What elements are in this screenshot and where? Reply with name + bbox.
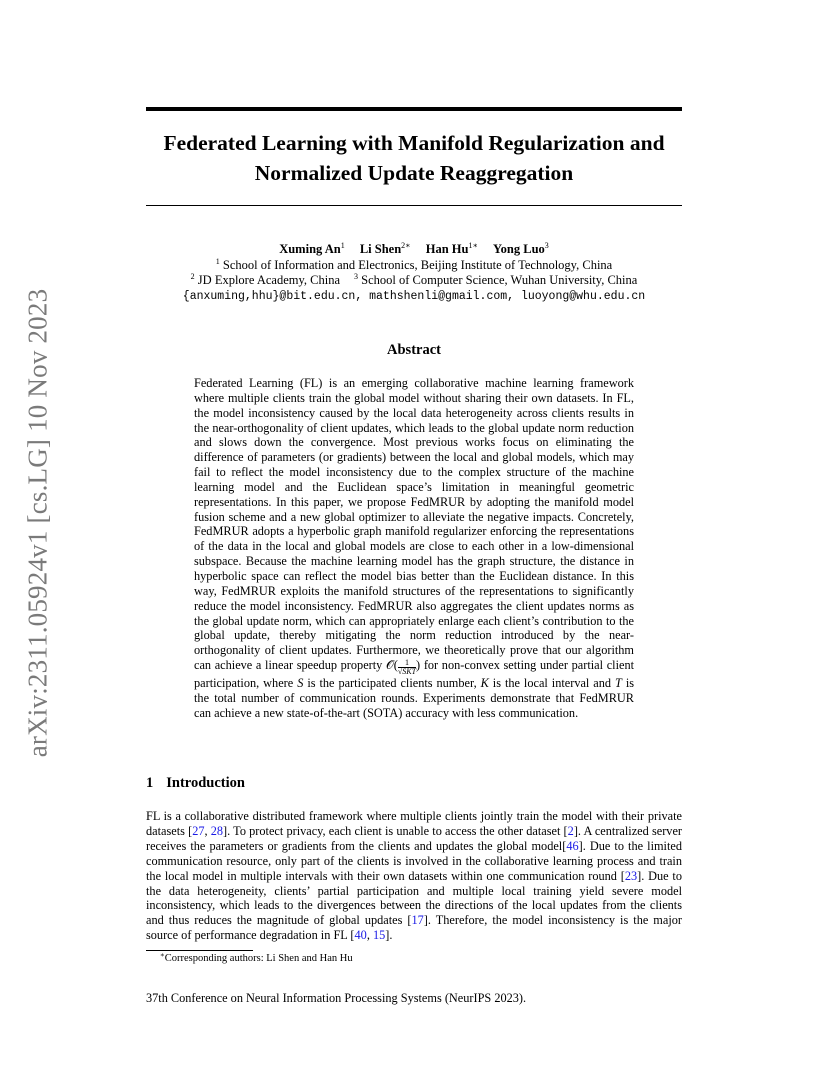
citation-link[interactable]: 27 (192, 823, 205, 838)
title-line-1: Federated Learning with Manifold Regularization and (163, 131, 665, 155)
paper-title (146, 128, 682, 188)
affiliation-2-3: $^2$ JD Explore Academy, China $^3$ School of Computer Science, Wuhan University, China (190, 272, 638, 287)
citation-link[interactable]: 40 (354, 928, 367, 943)
citation-link[interactable]: 2 (567, 823, 574, 838)
affiliation-1: $^1$ School of Information and Electronics, Beijing Institute of Technology, China (215, 256, 613, 272)
citation-link[interactable]: 17 (411, 913, 424, 928)
title-rule-bottom (146, 205, 682, 206)
author: Han $Hu^{1∗}$ (425, 241, 478, 256)
introduction-heading: 1 Introduction (146, 775, 245, 791)
citation-link[interactable]: 28 (210, 823, 224, 838)
title-line-2: Normalized Update Reaggregation (254, 161, 574, 185)
author-names (146, 242, 682, 258)
author: Li Shen$^{2∗}$ (359, 241, 411, 256)
author: Yong Luo$^3$ (493, 241, 549, 256)
citation-link[interactable]: 23 (624, 868, 638, 883)
speedup-formula: 𝒪( $\frac{1}{\text{√SKT}}$ ) (386, 658, 421, 677)
author: Xuming An$^1$ (279, 241, 345, 256)
citation-link[interactable]: 46 (566, 838, 579, 853)
arxiv-sidebar (8, 283, 68, 763)
venue-line: 37th Conference on Neural Information Processing Systems (NeurIPS 2023). (146, 991, 527, 1005)
footnote: ∗Corresponding authors: Li Shen and Han Hu (160, 951, 353, 964)
abstract-text: Federated Learning (FL) is an emerging collaborative machine learning framework where multiple clients train the global model without sharing their own datasets. In FL, the model inconsistency caused by the local data heterogeneity across clients results in the near-orthogonality of client updates, which leads to the global update norm reduction and slows down the convergence. Most previous works focus on eliminating the difference of parameters (or gradients) between the local and global models, which may fail to reflect the model inconsistency due to the complex structure of the machine learning model and the Euclidean space’s limitation in meaningful geometric representations. In this paper, we propose FedMRUR by adopting the manifold model fusion scheme and a new global optimizer to alleviate the negative impacts. Concretely, FedMRUR adopts a hyperbolic graph manifold regularizer enforcing the representations of the data in the local and global models are close to each other in a low-dimensional subspace. Because the machine learning model has the graph structure, the distance in hyperbolic space can reflect the model bias better than the Euclidean distance. In this way, FedMRUR exploits the manifold structures of the representations to significantly reduce the model inconsistency. FedMRUR also aggregates the client updates norms as the global update norm, which can appropriately enlarge each client’s contribution to the global update, thereby mitigating the norm reduction introduced by the near-orthogonality of client updates. Furthermore, we theoretically prove that our algorithm can achieve a linear speedup property 𝒪( $\frac{1}{\text{√SKT}}$ ) for non-convex setting under partial client participation, where S is the participated clients number, K is the local interval and T is the total number of communication rounds. Experiments demonstrate that FedMRUR can achieve a new state-of-the-art (SOTA) accuracy with less communication. (194, 376, 635, 720)
citation-link[interactable]: 15 (372, 928, 386, 943)
author-emails: {anxuming,hhu}@bit.edu.cn, mathshenli@gmail.com, luoyong@whu.edu.cn (182, 289, 646, 303)
abstract-heading: Abstract (387, 342, 441, 358)
introduction-text: FL is a collaborative distributed framework where multiple clients jointly train the model with their private datasets [27, 28]. To protect privacy, each client is unable to access the other dataset [2]. A centralized server receives the parameters or gradients from the clients and updates the global model[46]. Due to the limited communication resource, only part of the clients is involved in the collaborative learning process and train the local model in multiple intervals with their own datasets within one communication round [23]. Due to the data heterogeneity, clients’ partial participation and multiple local training yield severe model inconsistency, which leads to the divergences between the directions of the local updates from the clients and thus reduces the magnitude of global updates [17]. Therefore, the model inconsistency is the major source of performance degradation in FL [40, 15]. (146, 809, 682, 943)
title-rule-top (146, 107, 682, 111)
author-block (146, 242, 682, 304)
arxiv-identifier: arXiv:2311.05924v1 [cs.LG] 10 Nov 2023 (22, 288, 53, 758)
